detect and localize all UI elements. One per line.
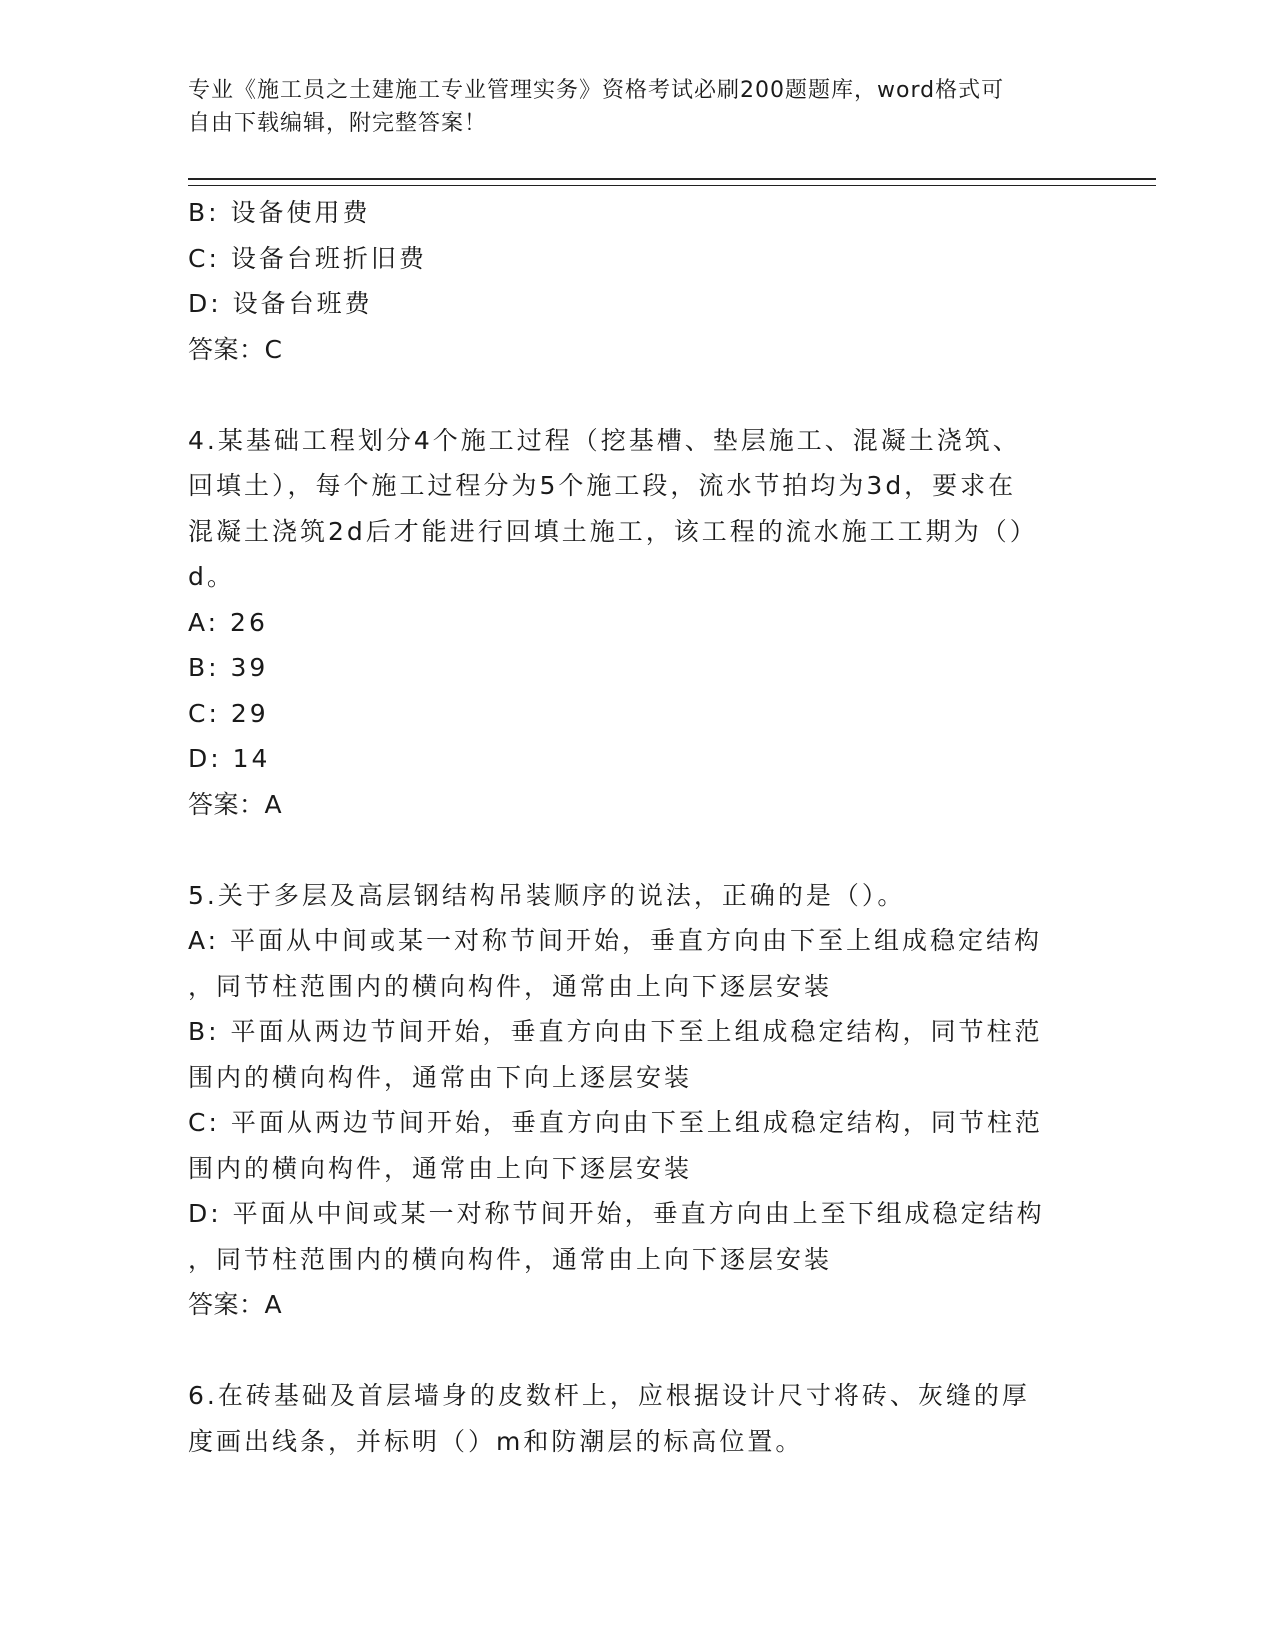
header-divider: [188, 178, 1156, 186]
question-stem-line: 混凝土浇筑2d后才能进行回填土施工，该工程的流水施工工期为（）: [188, 516, 1038, 546]
option-d-line-2: ，同节柱范围内的横向构件，通常由上向下逐层安装: [188, 1244, 833, 1274]
option-a-line-1: A: 平面从中间或某一对称节间开始，垂直方向由下至上组成稳定结构: [188, 926, 1043, 955]
option-c: C: 29: [188, 698, 269, 728]
question-stem-line: d。: [188, 562, 235, 591]
document-header: [188, 74, 1068, 140]
question-6: [188, 1373, 1178, 1464]
option-d-line-1: D: 平面从中间或某一对称节间开始，垂直方向由上至下组成稳定结构: [188, 1199, 1045, 1228]
spacer: [188, 372, 1178, 418]
header-title-line-1: 专业《施工员之土建施工专业管理实务》资格考试必刷200题题库，word格式可: [188, 78, 1005, 103]
option-b: B: 39: [188, 653, 269, 682]
option-c-line-2: 围内的横向构件，通常由上向下逐层安装: [188, 1153, 693, 1183]
answer: 答案：A: [188, 1290, 283, 1319]
spacer: [188, 827, 1178, 873]
question-stem-line: 4.某基础工程划分4个施工过程（挖基槽、垫层施工、混凝土浇筑、: [188, 425, 1021, 455]
option-b: B: 设备使用费: [188, 198, 371, 227]
answer: 答案：C: [188, 334, 283, 364]
header-title-line-2: 自由下载编辑，附完整答案！: [188, 111, 488, 136]
option-c-line-1: C: 平面从两边节间开始，垂直方向由下至上组成稳定结构，同节柱范: [188, 1108, 1043, 1137]
option-a-line-2: ，同节柱范围内的横向构件，通常由上向下逐层安装: [188, 971, 833, 1001]
document-body: [188, 190, 1178, 1464]
question-3: [188, 190, 1178, 372]
option-c: C: 设备台班折旧费: [188, 243, 427, 273]
question-stem: 5.关于多层及高层钢结构吊装顺序的说法，正确的是（）。: [188, 880, 906, 910]
question-4: [188, 418, 1178, 828]
question-5: [188, 873, 1178, 1328]
question-stem-line: 度画出线条，并标明（）m和防潮层的标高位置。: [188, 1426, 804, 1456]
option-a: A: 26: [188, 607, 268, 637]
spacer: [188, 1328, 1178, 1374]
answer: 答案：A: [188, 789, 283, 819]
option-b-line-1: B: 平面从两边节间开始，垂直方向由下至上组成稳定结构，同节柱范: [188, 1017, 1043, 1046]
option-b-line-2: 围内的横向构件，通常由下向上逐层安装: [188, 1062, 693, 1092]
option-d: D: 设备台班费: [188, 289, 373, 318]
question-stem-line: 回填土），每个施工过程分为5个施工段，流水节拍均为3d，要求在: [188, 471, 1017, 500]
option-d: D: 14: [188, 744, 271, 773]
question-stem-line: 6.在砖基础及首层墙身的皮数杆上，应根据设计尺寸将砖、灰缝的厚: [188, 1381, 1030, 1410]
